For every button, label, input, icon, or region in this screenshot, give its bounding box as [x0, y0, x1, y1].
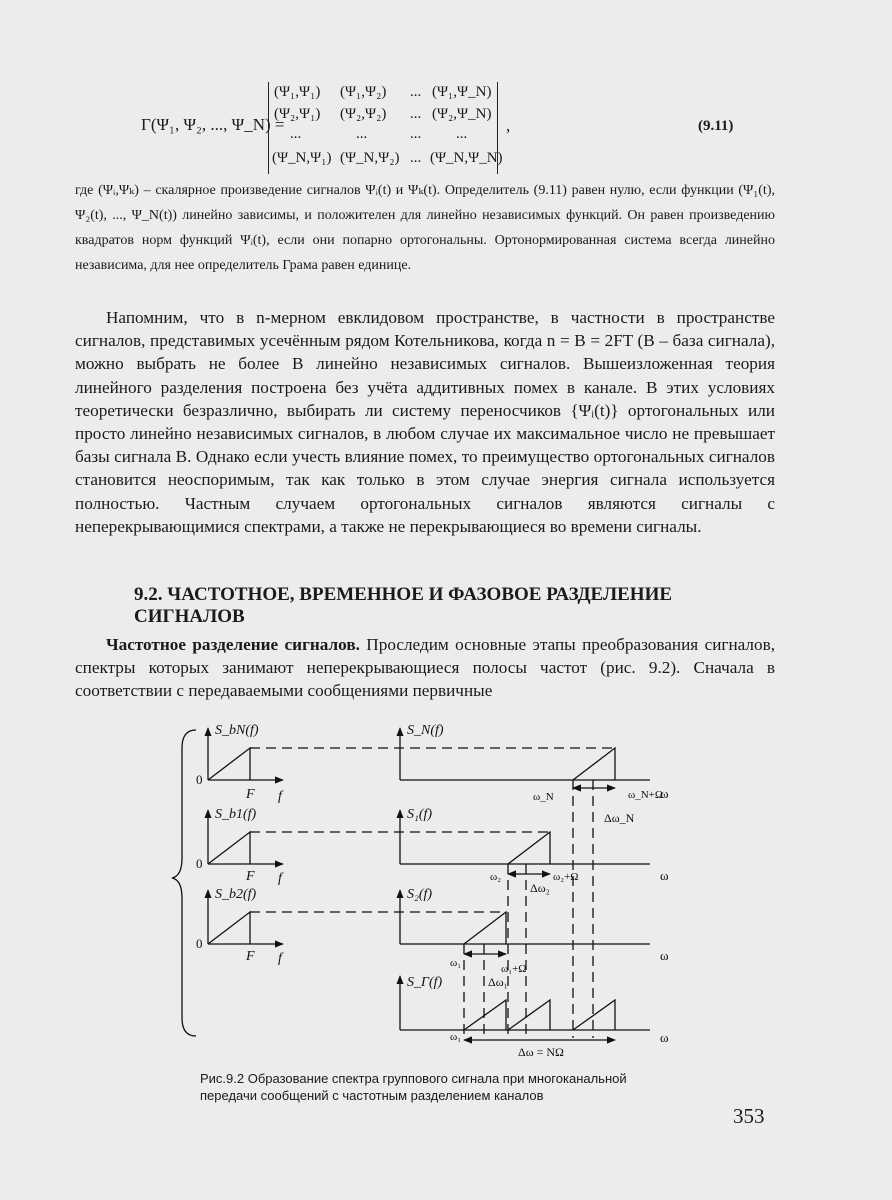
label-zero: 0 — [196, 936, 203, 951]
label-omega: ω — [660, 948, 669, 963]
matrix-cell: (Ψ₁,Ψ₁) — [274, 84, 321, 100]
matrix-cell: ... — [410, 150, 422, 166]
label-F: F — [246, 787, 255, 802]
label-zero: 0 — [196, 856, 203, 871]
body-paragraph-1: Напомним, что в n-мерном евклидовом пространстве, в частности в пространстве сигналов, представимых усечённым рядом Котельникова, когда n = B = 2FT (B – база сигнала), можно выбрать не более B линейно независимых сигналов. Вышеизложенная теория линейного разделения построена без учёта аддитивных помех в канале. В этих условиях теоретически безразлично, выбирать ли систему переносчиков {Ψᵢ(t)} ортогональных или просто линейно независимых сигналов, в любом случае их максимальное число не превышает базы сигнала B. Однако если учесть влияние помех, то преимущество ортогональных сигналов становится неоспоримым, так как только в этом случае энергия сигнала используется полностью. Частным случаем ортогональных сигналов являются сигналы с неперекрывающимися спектрами, а также не перекрывающиеся во времени сигналы. — [75, 308, 775, 536]
page-number: 353 — [733, 1104, 765, 1128]
label-omega-2-omega: ω₂+Ω — [553, 871, 579, 883]
formula-comma: , — [506, 116, 511, 135]
label-sb2: S_b2(f) — [215, 887, 257, 902]
spectrum-triangle — [464, 1000, 506, 1030]
matrix-cell: ... — [410, 106, 422, 122]
paragraph-text: Проследим основные этапы преобразования сигналов, спектры которых занимают неперекрывающиеся полосы частот (рис. 9.2). Сначала в соответствии с передаваемыми сообщениями первичные — [75, 635, 776, 701]
matrix-cell: (Ψ₂,Ψ_N) — [432, 106, 492, 122]
determinant-left-bar — [268, 82, 269, 174]
matrix-cell: ... — [456, 126, 468, 142]
equation-number: (9.11) — [698, 118, 734, 134]
label-omega-2: ω₂ — [490, 871, 502, 883]
label-sbn: S_bN(f) — [215, 723, 259, 738]
matrix-cell: ... — [410, 84, 422, 100]
spectrum-triangle — [508, 1000, 550, 1030]
label-omega: ω — [660, 786, 669, 801]
label-sn: S_N(f) — [407, 723, 444, 738]
body-paragraph-2 — [75, 633, 775, 703]
matrix-cell: ... — [410, 126, 422, 142]
formula-lhs: Γ(Ψ₁, Ψ₂, ..., Ψ_N) = — [141, 115, 285, 134]
label-delta-omega-total: Δω = NΩ — [518, 1045, 564, 1059]
spectrum-triangle — [573, 748, 615, 780]
matrix-cell: ... — [290, 126, 302, 142]
label-f: f — [278, 951, 282, 966]
spectrum-triangle — [508, 832, 550, 864]
paragraph-lead: Частотное разделение сигналов. — [106, 635, 360, 654]
spectrum-triangle — [208, 912, 250, 944]
label-delta-omega-n: Δω_N — [604, 811, 635, 825]
spectrum-triangle — [208, 832, 250, 864]
figure-caption: Рис.9.2 Образование спектра группового сигнала при многоканальной передачи сообщений с частотным разделением каналов — [200, 1071, 627, 1103]
matrix-cell: (Ψ₁,Ψ₂) — [340, 84, 387, 100]
gram-determinant-formula — [0, 70, 892, 180]
spectrum-triangle — [208, 748, 250, 780]
label-omega-n-omega: ω_N+Ω — [628, 789, 664, 801]
label-omega-n: ω_N — [533, 791, 554, 803]
matrix-cell: (Ψ₂,Ψ₁) — [274, 106, 321, 122]
matrix-cell: (Ψ_N,Ψ_N) — [430, 150, 503, 166]
matrix-cell: (Ψ_N,Ψ₂) — [340, 150, 400, 166]
matrix-cell: ... — [356, 126, 368, 142]
label-omega-1-omega: ω₁+Ω — [501, 963, 527, 975]
label-s2: S₂(f) — [407, 887, 433, 902]
matrix-cell: (Ψ₁,Ψ_N) — [432, 84, 492, 100]
label-F: F — [246, 949, 255, 964]
matrix-cell: (Ψ_N,Ψ₁) — [272, 150, 332, 166]
label-omega: ω — [660, 1030, 669, 1045]
section-heading: 9.2. ЧАСТОТНОЕ, ВРЕМЕННОЕ И ФАЗОВОЕ РАЗДЕЛЕНИЕ СИГНАЛОВ — [134, 584, 673, 627]
spectrum-triangle — [464, 912, 506, 944]
label-f: f — [278, 871, 282, 886]
label-f: f — [278, 789, 282, 804]
label-omega: ω — [660, 868, 669, 883]
spectrum-triangle — [573, 1000, 615, 1030]
label-sb1: S_b1(f) — [215, 807, 257, 822]
matrix-cell: (Ψ₂,Ψ₂) — [340, 106, 387, 122]
grouping-brace — [172, 730, 196, 1036]
label-zero: 0 — [196, 772, 203, 787]
formula-explanation: где (Ψᵢ,Ψₖ) – скалярное произведение сигналов Ψᵢ(t) и Ψₖ(t). Определитель (9.11) равен нулю, если функции (Ψ₁(t), Ψ₂(t), ..., Ψ_N(t)) линейно зависимы, и положителен для линейно независимых функций. Он равен произведению квадратов норм функций Ψᵢ(t), если они попарно ортогональны. Ортонормированная система всегда линейно независима, для нее определитель Грама равен единице. — [75, 183, 775, 273]
frequency-division-figure — [168, 718, 688, 1063]
label-omega-1: ω₁ — [450, 957, 462, 969]
label-delta-omega-1: Δω₁ — [488, 975, 508, 989]
label-sg: S_Γ(f) — [407, 975, 443, 990]
label-F: F — [246, 869, 255, 884]
label-omega-1: ω₁ — [450, 1031, 462, 1043]
label-s1: S₁(f) — [407, 807, 433, 822]
label-delta-omega-2: Δω₂ — [530, 881, 550, 895]
